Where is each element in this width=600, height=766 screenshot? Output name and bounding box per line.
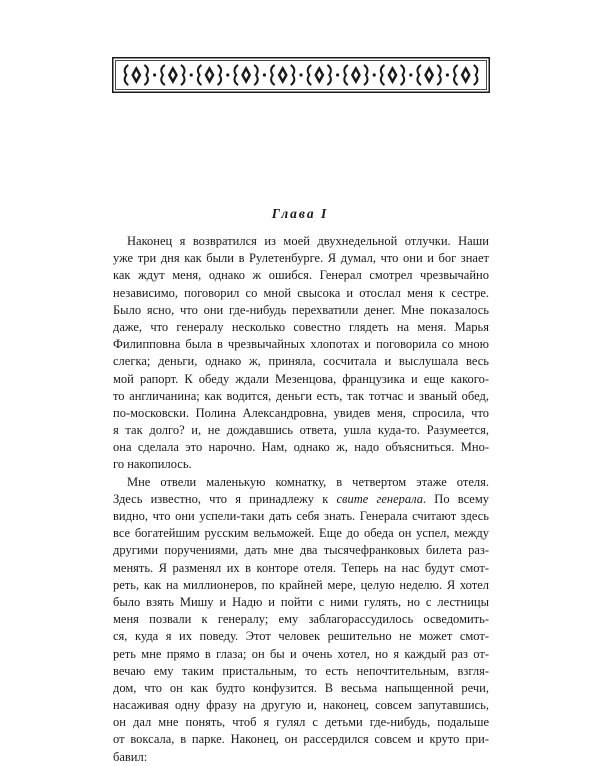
text-line: го накопилось. bbox=[113, 457, 192, 472]
ornament-bracket bbox=[474, 65, 478, 85]
paragraph-1 bbox=[113, 233, 489, 474]
ornament-bracket bbox=[181, 65, 185, 85]
text-run: Здесь известно, что я принадлежу к bbox=[113, 491, 337, 506]
text-line: Наконец я возвратился из моей двухнедельной отлучки. Наши bbox=[127, 234, 489, 248]
ornament-bracket bbox=[418, 65, 422, 85]
ornament-bracket bbox=[454, 65, 458, 85]
ornament-bracket bbox=[125, 65, 129, 85]
text-line: Было ясно, что они где-нибудь перехватили денег. Мне показалось bbox=[113, 302, 489, 317]
text-line: меня позвали к генералу; ему заблагорассудилось осведомить- bbox=[113, 612, 489, 627]
ornament-dot bbox=[446, 73, 449, 76]
ornament-bracket bbox=[381, 65, 385, 85]
text-line: Мне отвели маленькую комнатку, в четвертом этаже отеля. bbox=[127, 474, 489, 489]
text-line: насаживая одну фразу на другую и, наконец, совсем запутавшись, bbox=[113, 698, 489, 713]
ornament-dot bbox=[190, 73, 193, 76]
ornament-bracket bbox=[144, 65, 148, 85]
text-line: слегка; деньги, однако ж, приняла, сосчитала и выслушала весь bbox=[113, 354, 489, 369]
text-line: дом, что он как будто конфузится. В весьма напыщенной речи, bbox=[113, 680, 489, 695]
text-line: уже три дня как были в Рулетенбурге. Я думал, что они и бог знает bbox=[113, 251, 489, 266]
text-line: она сделала это нарочно. Нам, однако ж, надо объясниться. Мно- bbox=[113, 440, 489, 455]
ornament-bracket bbox=[401, 65, 405, 85]
decorative-ornament-band bbox=[112, 57, 490, 93]
text-line: было взять Мишу и Надю и пойти с ними гулять, но с лестницы bbox=[113, 594, 489, 609]
ornament-bracket bbox=[271, 65, 275, 85]
ornament-bracket bbox=[364, 65, 368, 85]
text-line: реть, как на миллионеров, по крайней мере, целую неделю. Я хотел bbox=[113, 577, 489, 592]
text-line: по-московски. Полина Александровна, увидев меня, спросила, что bbox=[113, 405, 489, 420]
text-line: от воксала, в парке. Наконец, он рассердился совсем и круто при- bbox=[113, 732, 489, 747]
paragraph-2 bbox=[113, 474, 489, 766]
ornament-bracket bbox=[218, 65, 222, 85]
ornament-bracket bbox=[344, 65, 348, 85]
main-text bbox=[113, 233, 489, 766]
chapter-title: Глава I bbox=[271, 206, 329, 221]
text-line: ся, куда я их поведу. Этот человек решительно не может смот- bbox=[113, 629, 489, 644]
text-line: Филипповна была в чрезвычайных хлопотах и поговорила со мною bbox=[113, 337, 489, 352]
ornament-bracket bbox=[161, 65, 165, 85]
ornament-dot bbox=[373, 73, 376, 76]
ornament-bracket bbox=[327, 65, 331, 85]
italic-phrase: свите генерала bbox=[336, 491, 423, 506]
ornament-dot bbox=[336, 73, 339, 76]
text-line: независимо, поговорил со мной свысока и отослал меня к сестре. bbox=[113, 285, 489, 300]
text-line: менять. Я разменял их в конторе отеля. Теперь на нас будут смот- bbox=[113, 560, 489, 575]
text-line: как ждут меня, однако ж ошибся. Генерал смотрел чрезвычайно bbox=[113, 268, 489, 283]
ornament-dot bbox=[263, 73, 266, 76]
ornament-dot bbox=[153, 73, 156, 76]
text-line: видно, что они успели-таки дать себя знать. Генерала считают здесь bbox=[113, 509, 489, 523]
ornament-bracket bbox=[235, 65, 239, 85]
text-line: он дал мне понять, чтоб я гулял с детьми где-нибудь, подальше bbox=[113, 715, 489, 730]
ornament-dot bbox=[299, 73, 302, 76]
text-line: вечаю ему таким пристальным, то есть непочтительным, взгля- bbox=[113, 663, 489, 678]
text-line: реть мне прямо в глаза; он бы и очень хотел, но я каждый раз от- bbox=[113, 646, 489, 661]
text-line: бавил: bbox=[113, 749, 148, 764]
text-line: даже, что генералу несколько совестно глядеть на меня. Марья bbox=[113, 319, 489, 334]
ornament-dot bbox=[409, 73, 412, 76]
text-line: другими поручениями, дать мне два тысячефранковых билета раз- bbox=[113, 543, 489, 558]
ornament-bracket bbox=[291, 65, 295, 85]
ornament-bracket bbox=[437, 65, 441, 85]
ornament-dot bbox=[226, 73, 229, 76]
text-run: . По всему bbox=[423, 491, 490, 506]
ornament-bracket bbox=[254, 65, 258, 85]
text-line: все богатейшим русским вельможей. Еще до обеда он успел, между bbox=[113, 526, 489, 541]
text-line: мой рапорт. К обеду ждали Мезенцова, французика и еще какого- bbox=[113, 371, 489, 386]
ornament-bracket bbox=[308, 65, 312, 85]
ornament-bracket bbox=[198, 65, 202, 85]
text-line: я так долго? и, не дождавшись ответа, ушла куда-то. Разумеется, bbox=[113, 423, 489, 438]
text-line: то англичанина; как водится, деньги есть, так тотчас и званый обед, bbox=[113, 388, 489, 403]
text-line-with-italic bbox=[113, 491, 489, 508]
